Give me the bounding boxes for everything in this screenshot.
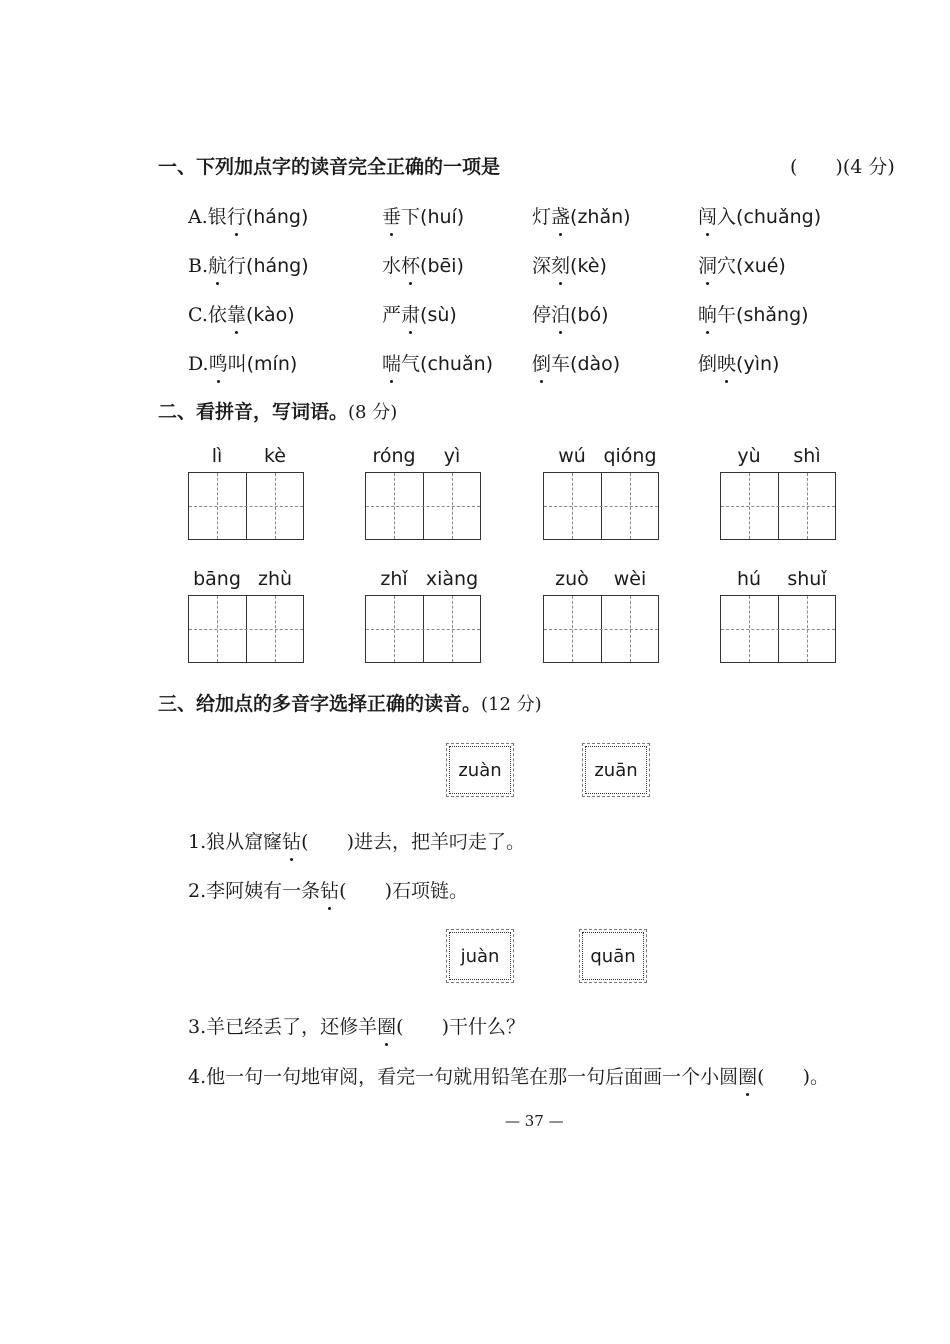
pinyin-label: shuǐ [787,568,827,590]
option-c-word-4: 晌午(shǎng) [698,300,809,327]
pinyin-choice-zuan1: zuān [585,746,647,794]
option-b-word-1: B.航行(háng) [188,251,309,278]
pinyin-label: shì [793,445,821,467]
section1-score: (4 分) [842,156,895,178]
option-b-word-4: 洞穴(xué) [698,251,786,278]
question-2[interactable]: 2.李阿姨有一条钻( )石项链。 [188,876,468,903]
pinyin-label: wèi [613,568,647,590]
writing-grid[interactable] [365,595,481,663]
grid-line [544,629,658,630]
option-b-word-2: 水杯(bēi) [382,251,464,278]
grid-line [189,506,303,507]
section2-score: (8 分) [348,402,398,423]
section1-title: 一、下列加点字的读音完全正确的一项是 [158,156,501,178]
writing-grid[interactable] [365,472,481,540]
pinyin-choice-quan1: quān [582,932,644,980]
option-c-word-3: 停泊(bó) [532,300,609,327]
grid-line [366,506,480,507]
option-d-word-4: 倒映(yìn) [698,349,779,376]
question-3[interactable]: 3.羊已经丢了，还修羊圈( )干什么？ [188,1012,525,1039]
option-c-word-1: C.依靠(kào) [188,300,295,327]
option-d-word-3: 倒车(dào) [532,349,620,376]
option-a-word-3: 灯盏(zhǎn) [532,202,631,229]
pinyin-label: zuò [555,568,589,590]
section3-title: 三、给加点的多音字选择正确的读音。(12 分) [158,693,542,715]
section3-score: (12 分) [481,694,542,715]
pinyin-label: kè [263,445,286,467]
pinyin-label: zhǐ [380,568,408,590]
pinyin-label: yù [737,445,761,467]
section2-title: 二、看拼音，写词语。(8 分) [158,401,398,423]
pinyin-choice-zuan4: zuàn [449,746,511,794]
pinyin-label: zhù [257,568,293,590]
option-a-word-2: 垂下(huí) [382,202,464,229]
option-c-word-2: 严肃(sù) [382,300,457,327]
option-d-word-2: 喘气(chuǎn) [382,349,493,376]
grid-line [721,629,835,630]
pinyin-label: róng [372,445,416,467]
option-a-word-1: A.银行(háng) [188,202,308,229]
writing-grid[interactable] [720,472,836,540]
pinyin-label: lì [211,445,223,467]
writing-grid[interactable] [543,472,659,540]
pinyin-label: qióng [603,445,657,467]
pinyin-label: xiàng [425,568,479,590]
writing-grid[interactable] [188,472,304,540]
option-b-word-3: 深刻(kè) [532,251,607,278]
pinyin-label: bāng [193,568,241,590]
page-number: — 37 — [505,1112,564,1130]
section1-answer-blank[interactable]: ( )(4 分) [790,156,895,178]
pinyin-label: hú [736,568,762,590]
writing-grid[interactable] [720,595,836,663]
option-a-word-4: 闯入(chuǎng) [698,202,821,229]
question-1[interactable]: 1.狼从窟窿钻( )进去，把羊叼走了。 [188,827,525,854]
grid-line [544,506,658,507]
writing-grid[interactable] [188,595,304,663]
pinyin-label: wú [558,445,586,467]
grid-line [366,629,480,630]
grid-line [189,629,303,630]
pinyin-label: yì [443,445,461,467]
option-d-word-1: D.鸣叫(mín) [188,349,297,376]
question-4[interactable]: 4.他一句一句地审阅，看完一句就用铅笔在那一句后面画一个小圆圈( )。 [188,1062,829,1089]
grid-line [721,506,835,507]
pinyin-choice-juan4: juàn [449,932,511,980]
writing-grid[interactable] [543,595,659,663]
